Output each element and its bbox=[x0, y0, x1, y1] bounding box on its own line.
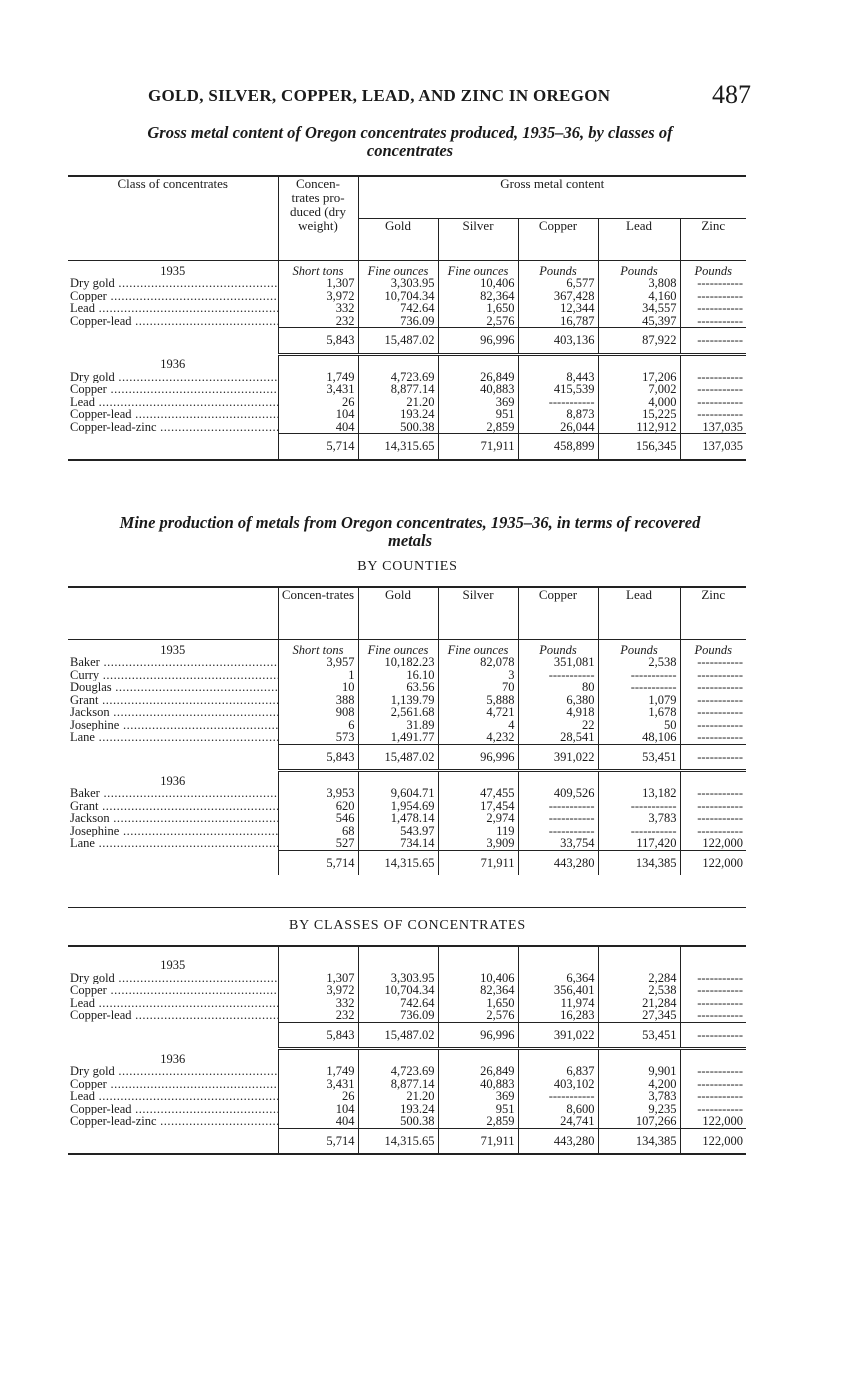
cell-value: 1,954.69 bbox=[358, 800, 438, 813]
cell-value: 2,561.68 bbox=[358, 706, 438, 719]
subhead-by-counties: BY COUNTIES bbox=[357, 559, 458, 574]
cell-value: 33,754 bbox=[518, 837, 598, 850]
cell-value bbox=[680, 302, 746, 315]
table2-caption bbox=[70, 514, 750, 550]
cell-value: 573 bbox=[278, 731, 358, 744]
cell-value: 4,721 bbox=[438, 706, 518, 719]
table-row bbox=[68, 706, 746, 719]
cell-value: 1,650 bbox=[438, 302, 518, 315]
total-value: 156,345 bbox=[598, 434, 680, 460]
cell-value: 26,849 bbox=[438, 371, 518, 384]
total-value bbox=[680, 328, 746, 355]
cell-value: 1,307 bbox=[278, 277, 358, 290]
cell-value bbox=[680, 731, 746, 744]
cell-value: 10,406 bbox=[438, 277, 518, 290]
unit-label: Pounds bbox=[518, 260, 598, 277]
cell-value: 3,972 bbox=[278, 984, 358, 997]
cell-value: 82,364 bbox=[438, 984, 518, 997]
header-lead: Lead bbox=[598, 218, 680, 260]
cell-value: 24,741 bbox=[518, 1115, 598, 1128]
cell-value: 34,557 bbox=[598, 302, 680, 315]
cell-value: 8,877.14 bbox=[358, 383, 438, 396]
cell-value bbox=[680, 277, 746, 290]
cell-value: 3,431 bbox=[278, 383, 358, 396]
total-value: 5,714 bbox=[278, 434, 358, 460]
table-row bbox=[68, 421, 746, 434]
total-row bbox=[68, 1128, 746, 1154]
cell-value: 415,539 bbox=[518, 383, 598, 396]
page-number: 487 bbox=[712, 80, 751, 109]
cell-value: 8,877.14 bbox=[358, 1078, 438, 1091]
cell-value: 137,035 bbox=[680, 421, 746, 434]
cell-value: 47,455 bbox=[438, 787, 518, 800]
row-label: Lane ..... bbox=[68, 837, 278, 850]
cell-value bbox=[680, 706, 746, 719]
table-row bbox=[68, 681, 746, 694]
cell-value: 27,345 bbox=[598, 1009, 680, 1022]
table-row bbox=[68, 1065, 746, 1078]
unit-label: Short tons bbox=[278, 260, 358, 277]
cell-value: 1,307 bbox=[278, 972, 358, 985]
total-value: 137,035 bbox=[680, 434, 746, 460]
row-label: Lead ..... bbox=[68, 396, 278, 409]
total-value: 122,000 bbox=[680, 1128, 746, 1154]
row-label: Grant ..... bbox=[68, 694, 278, 707]
unit-label: Fine ounces bbox=[358, 639, 438, 656]
total-value: 96,996 bbox=[438, 1022, 518, 1049]
cell-value: 26 bbox=[278, 1090, 358, 1103]
cell-value: 1,650 bbox=[438, 997, 518, 1010]
cell-value: 17,454 bbox=[438, 800, 518, 813]
total-value: 391,022 bbox=[518, 1022, 598, 1049]
cell-value: 104 bbox=[278, 1103, 358, 1116]
unit-label: Short tons bbox=[278, 639, 358, 656]
cell-value: 3,431 bbox=[278, 1078, 358, 1091]
cell-value bbox=[598, 681, 680, 694]
total-row bbox=[68, 328, 746, 355]
table-by-classes bbox=[68, 945, 746, 1155]
cell-value: 332 bbox=[278, 997, 358, 1010]
cell-value: 500.38 bbox=[358, 421, 438, 434]
year-label: 1936 bbox=[160, 773, 186, 788]
row-label: Dry gold ..... bbox=[68, 972, 278, 985]
cell-value: 500.38 bbox=[358, 1115, 438, 1128]
cell-value: 4,723.69 bbox=[358, 1065, 438, 1078]
cell-value: 31.89 bbox=[358, 719, 438, 732]
total-value: 71,911 bbox=[438, 850, 518, 875]
cell-value: 1,491.77 bbox=[358, 731, 438, 744]
year-label: 1935 bbox=[160, 642, 186, 657]
row-label: Baker ..... bbox=[68, 656, 278, 669]
cell-value: 8,600 bbox=[518, 1103, 598, 1116]
row-label: Copper-lead ..... bbox=[68, 408, 278, 421]
total-value: 134,385 bbox=[598, 850, 680, 875]
cell-value: 80 bbox=[518, 681, 598, 694]
cell-value: 356,401 bbox=[518, 984, 598, 997]
running-head bbox=[0, 80, 865, 114]
cell-value: 10,182.23 bbox=[358, 656, 438, 669]
table1-caption-line2: concentrates bbox=[366, 141, 454, 160]
total-row bbox=[68, 744, 746, 771]
cell-value: 369 bbox=[438, 396, 518, 409]
total-value: 122,000 bbox=[680, 850, 746, 875]
cell-value: 367,428 bbox=[518, 290, 598, 303]
cell-value: 50 bbox=[598, 719, 680, 732]
row-label: Copper-lead ..... bbox=[68, 1009, 278, 1022]
row-label: Jackson ..... bbox=[68, 706, 278, 719]
cell-value: 3,303.95 bbox=[358, 277, 438, 290]
cell-value bbox=[680, 681, 746, 694]
cell-value: 10,704.34 bbox=[358, 290, 438, 303]
cell-value: 369 bbox=[438, 1090, 518, 1103]
cell-value: 4,200 bbox=[598, 1078, 680, 1091]
year-label: 1935 bbox=[160, 263, 186, 278]
cell-value: 404 bbox=[278, 421, 358, 434]
cell-value: 6 bbox=[278, 719, 358, 732]
cell-value: 1,139.79 bbox=[358, 694, 438, 707]
table-row bbox=[68, 837, 746, 850]
table1-caption-line1: Gross metal content of Oregon concentrates produced, 1935–36, by classes of bbox=[147, 123, 673, 142]
cell-value: 6,577 bbox=[518, 277, 598, 290]
cell-value: 21.20 bbox=[358, 1090, 438, 1103]
cell-value: 1,079 bbox=[598, 694, 680, 707]
cell-value: 10 bbox=[278, 681, 358, 694]
cell-value: 4,232 bbox=[438, 731, 518, 744]
cell-value: 3,909 bbox=[438, 837, 518, 850]
cell-value bbox=[680, 984, 746, 997]
total-value bbox=[680, 1022, 746, 1049]
cell-value: 68 bbox=[278, 825, 358, 838]
cell-value: 63.56 bbox=[358, 681, 438, 694]
row-label: Lead ..... bbox=[68, 302, 278, 315]
table-row bbox=[68, 656, 746, 669]
cell-value: 2,538 bbox=[598, 984, 680, 997]
header-zinc: Zinc bbox=[680, 218, 746, 260]
cell-value: 734.14 bbox=[358, 837, 438, 850]
cell-value: 8,443 bbox=[518, 371, 598, 384]
year-label: 1936 bbox=[160, 357, 186, 371]
row-label: Dry gold ..... bbox=[68, 1065, 278, 1078]
cell-value: 2,576 bbox=[438, 1009, 518, 1022]
cell-value: 543.97 bbox=[358, 825, 438, 838]
header-class-of-concentrates: Class of concentrates bbox=[68, 176, 278, 260]
table2-caption-line1: Mine production of metals from Oregon concentrates, 1935–36, in terms of recovered bbox=[119, 513, 701, 532]
table-row bbox=[68, 731, 746, 744]
year-label: 1935 bbox=[160, 958, 186, 972]
cell-value: 16.10 bbox=[358, 669, 438, 682]
total-row bbox=[68, 850, 746, 875]
header-silver: Silver bbox=[438, 218, 518, 260]
total-value: 53,451 bbox=[598, 1022, 680, 1049]
table-row bbox=[68, 1115, 746, 1128]
cell-value bbox=[680, 1009, 746, 1022]
cell-value: 404 bbox=[278, 1115, 358, 1128]
cell-value: 388 bbox=[278, 694, 358, 707]
header-gross-metal-content: Gross metal content bbox=[358, 176, 746, 218]
cell-value: 4,723.69 bbox=[358, 371, 438, 384]
total-value: 5,843 bbox=[278, 328, 358, 355]
cell-value: 122,000 bbox=[680, 837, 746, 850]
header-concentrates: Concen-trates bbox=[278, 587, 358, 639]
row-label: Copper-lead-zinc ..... bbox=[68, 421, 278, 434]
cell-value: 3,972 bbox=[278, 290, 358, 303]
cell-value: 117,420 bbox=[598, 837, 680, 850]
cell-value: 16,787 bbox=[518, 315, 598, 328]
header-copper: Copper bbox=[518, 218, 598, 260]
cell-value: 4 bbox=[438, 719, 518, 732]
row-label: Douglas ..... bbox=[68, 681, 278, 694]
cell-value: 82,364 bbox=[438, 290, 518, 303]
cell-value: 70 bbox=[438, 681, 518, 694]
table-row bbox=[68, 277, 746, 290]
total-value: 15,487.02 bbox=[358, 744, 438, 771]
cell-value: 1 bbox=[278, 669, 358, 682]
row-label: Copper-lead ..... bbox=[68, 315, 278, 328]
cell-value: 232 bbox=[278, 1009, 358, 1022]
unit-label: Pounds bbox=[518, 639, 598, 656]
row-label: Copper ..... bbox=[68, 383, 278, 396]
total-value: 5,843 bbox=[278, 744, 358, 771]
total-row bbox=[68, 1022, 746, 1049]
cell-value: 10,406 bbox=[438, 972, 518, 985]
cell-value: 28,541 bbox=[518, 731, 598, 744]
header-silver: Silver bbox=[438, 587, 518, 639]
row-label: Jackson ..... bbox=[68, 812, 278, 825]
cell-value: 2,576 bbox=[438, 315, 518, 328]
unit-label: Pounds bbox=[680, 260, 746, 277]
cell-value: 4,918 bbox=[518, 706, 598, 719]
total-value bbox=[680, 744, 746, 771]
cell-value: 21.20 bbox=[358, 396, 438, 409]
row-label: Lane ..... bbox=[68, 731, 278, 744]
cell-value: 17,206 bbox=[598, 371, 680, 384]
table-row bbox=[68, 408, 746, 421]
cell-value bbox=[680, 315, 746, 328]
table-row bbox=[68, 1009, 746, 1022]
total-value: 458,899 bbox=[518, 434, 598, 460]
row-label: Josephine ..... bbox=[68, 825, 278, 838]
header-gold: Gold bbox=[358, 587, 438, 639]
cell-value: 15,225 bbox=[598, 408, 680, 421]
total-value: 403,136 bbox=[518, 328, 598, 355]
cell-value: 6,837 bbox=[518, 1065, 598, 1078]
cell-value: 9,604.71 bbox=[358, 787, 438, 800]
total-value: 14,315.65 bbox=[358, 1128, 438, 1154]
cell-value: 193.24 bbox=[358, 408, 438, 421]
table-gross-metal-content bbox=[68, 175, 746, 461]
table-row bbox=[68, 787, 746, 800]
cell-value: 351,081 bbox=[518, 656, 598, 669]
row-label: Copper-lead ..... bbox=[68, 1103, 278, 1116]
table-by-counties bbox=[68, 586, 746, 875]
cell-value: 112,912 bbox=[598, 421, 680, 434]
total-row bbox=[68, 434, 746, 460]
cell-value: 82,078 bbox=[438, 656, 518, 669]
cell-value bbox=[518, 812, 598, 825]
cell-value: 3,303.95 bbox=[358, 972, 438, 985]
cell-value: 4,160 bbox=[598, 290, 680, 303]
cell-value: 107,266 bbox=[598, 1115, 680, 1128]
total-value: 53,451 bbox=[598, 744, 680, 771]
cell-value: 13,182 bbox=[598, 787, 680, 800]
total-value: 15,487.02 bbox=[358, 328, 438, 355]
header-zinc: Zinc bbox=[680, 587, 746, 639]
cell-value: 6,380 bbox=[518, 694, 598, 707]
total-value: 96,996 bbox=[438, 744, 518, 771]
header-copper: Copper bbox=[518, 587, 598, 639]
cell-value: 16,283 bbox=[518, 1009, 598, 1022]
running-title: GOLD, SILVER, COPPER, LEAD, AND ZINC IN OREGON bbox=[148, 86, 611, 105]
cell-value: 332 bbox=[278, 302, 358, 315]
cell-value: 232 bbox=[278, 315, 358, 328]
cell-value: 193.24 bbox=[358, 1103, 438, 1116]
row-label: Dry gold ..... bbox=[68, 277, 278, 290]
cell-value: 26,849 bbox=[438, 1065, 518, 1078]
header-gold: Gold bbox=[358, 218, 438, 260]
table1-caption bbox=[70, 124, 750, 160]
cell-value: 1,749 bbox=[278, 371, 358, 384]
row-label: Copper-lead-zinc ..... bbox=[68, 1115, 278, 1128]
cell-value: 1,478.14 bbox=[358, 812, 438, 825]
cell-value: 9,235 bbox=[598, 1103, 680, 1116]
table-row bbox=[68, 302, 746, 315]
cell-value: 3,808 bbox=[598, 277, 680, 290]
cell-value: 8,873 bbox=[518, 408, 598, 421]
cell-value: 2,859 bbox=[438, 421, 518, 434]
unit-label: Fine ounces bbox=[438, 260, 518, 277]
cell-value: 951 bbox=[438, 1103, 518, 1116]
row-label: Lead ..... bbox=[68, 997, 278, 1010]
unit-label: Pounds bbox=[598, 639, 680, 656]
total-value: 96,996 bbox=[438, 328, 518, 355]
cell-value: 5,888 bbox=[438, 694, 518, 707]
cell-value: 9,901 bbox=[598, 1065, 680, 1078]
cell-value: 2,974 bbox=[438, 812, 518, 825]
total-value: 71,911 bbox=[438, 434, 518, 460]
cell-value bbox=[680, 1065, 746, 1078]
total-value: 14,315.65 bbox=[358, 434, 438, 460]
row-label: Curry ..... bbox=[68, 669, 278, 682]
unit-label: Pounds bbox=[680, 639, 746, 656]
total-value: 134,385 bbox=[598, 1128, 680, 1154]
cell-value: 736.09 bbox=[358, 315, 438, 328]
cell-value: 3,783 bbox=[598, 1090, 680, 1103]
cell-value: 2,284 bbox=[598, 972, 680, 985]
cell-value: 26 bbox=[278, 396, 358, 409]
cell-value: 1,749 bbox=[278, 1065, 358, 1078]
cell-value: 3,953 bbox=[278, 787, 358, 800]
row-label: Dry gold ..... bbox=[68, 371, 278, 384]
total-value: 87,922 bbox=[598, 328, 680, 355]
header-lead: Lead bbox=[598, 587, 680, 639]
cell-value: 2,538 bbox=[598, 656, 680, 669]
total-value: 14,315.65 bbox=[358, 850, 438, 875]
table-row bbox=[68, 984, 746, 997]
cell-value: 22 bbox=[518, 719, 598, 732]
cell-value: 742.64 bbox=[358, 997, 438, 1010]
table-row bbox=[68, 315, 746, 328]
table-row bbox=[68, 812, 746, 825]
cell-value: 736.09 bbox=[358, 1009, 438, 1022]
cell-value bbox=[680, 656, 746, 669]
total-value: 15,487.02 bbox=[358, 1022, 438, 1049]
cell-value: 21,284 bbox=[598, 997, 680, 1010]
total-value: 5,714 bbox=[278, 850, 358, 875]
table-row bbox=[68, 1090, 746, 1103]
cell-value bbox=[680, 787, 746, 800]
total-value: 5,843 bbox=[278, 1022, 358, 1049]
cell-value: 40,883 bbox=[438, 1078, 518, 1091]
cell-value: 951 bbox=[438, 408, 518, 421]
cell-value: 10,704.34 bbox=[358, 984, 438, 997]
header-concentrates-produced: Concen-trates pro-duced (dry weight) bbox=[278, 176, 358, 260]
cell-value: 403,102 bbox=[518, 1078, 598, 1091]
row-label: Copper ..... bbox=[68, 290, 278, 303]
cell-value: 12,344 bbox=[518, 302, 598, 315]
row-label: Josephine ..... bbox=[68, 719, 278, 732]
cell-value: 122,000 bbox=[680, 1115, 746, 1128]
unit-label: Fine ounces bbox=[438, 639, 518, 656]
cell-value: 527 bbox=[278, 837, 358, 850]
cell-value: 104 bbox=[278, 408, 358, 421]
cell-value bbox=[680, 408, 746, 421]
row-label: Copper ..... bbox=[68, 984, 278, 997]
cell-value: 409,526 bbox=[518, 787, 598, 800]
cell-value: 3 bbox=[438, 669, 518, 682]
cell-value bbox=[680, 383, 746, 396]
cell-value: 11,974 bbox=[518, 997, 598, 1010]
cell-value: 3,957 bbox=[278, 656, 358, 669]
total-value: 391,022 bbox=[518, 744, 598, 771]
table2-caption-line2: metals bbox=[388, 531, 432, 550]
unit-label: Pounds bbox=[598, 260, 680, 277]
row-label: Copper ..... bbox=[68, 1078, 278, 1091]
cell-value: 26,044 bbox=[518, 421, 598, 434]
cell-value: 45,397 bbox=[598, 315, 680, 328]
row-label: Lead ..... bbox=[68, 1090, 278, 1103]
total-value: 71,911 bbox=[438, 1128, 518, 1154]
cell-value: 546 bbox=[278, 812, 358, 825]
total-value: 5,714 bbox=[278, 1128, 358, 1154]
cell-value: 1,678 bbox=[598, 706, 680, 719]
subhead-by-classes: BY CLASSES OF CONCENTRATES bbox=[289, 918, 526, 933]
cell-value: 48,106 bbox=[598, 731, 680, 744]
cell-value: 620 bbox=[278, 800, 358, 813]
cell-value: 908 bbox=[278, 706, 358, 719]
cell-value: 742.64 bbox=[358, 302, 438, 315]
cell-value: 3,783 bbox=[598, 812, 680, 825]
cell-value: 119 bbox=[438, 825, 518, 838]
row-label: Baker ..... bbox=[68, 787, 278, 800]
cell-value bbox=[680, 1090, 746, 1103]
cell-value: 7,002 bbox=[598, 383, 680, 396]
cell-value: 2,859 bbox=[438, 1115, 518, 1128]
cell-value bbox=[518, 1090, 598, 1103]
cell-value bbox=[680, 812, 746, 825]
total-value: 443,280 bbox=[518, 1128, 598, 1154]
year-label: 1936 bbox=[160, 1051, 186, 1066]
cell-value: 40,883 bbox=[438, 383, 518, 396]
total-value: 443,280 bbox=[518, 850, 598, 875]
cell-value: 4,000 bbox=[598, 396, 680, 409]
table-row bbox=[68, 383, 746, 396]
unit-label: Fine ounces bbox=[358, 260, 438, 277]
row-label: Grant ..... bbox=[68, 800, 278, 813]
cell-value: 6,364 bbox=[518, 972, 598, 985]
